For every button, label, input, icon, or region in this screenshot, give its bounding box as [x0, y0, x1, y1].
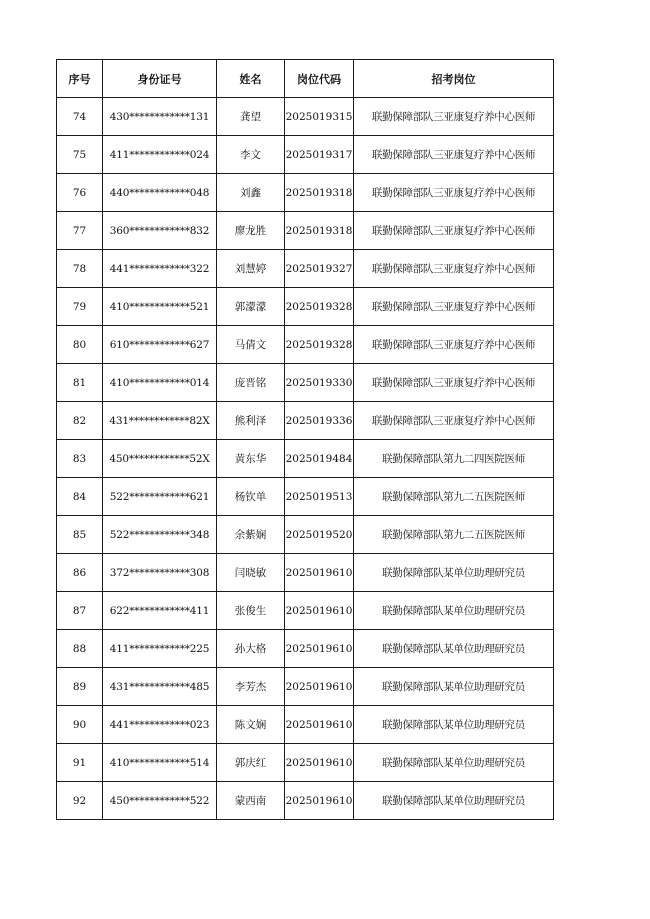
- cell-name: 庞晋铭: [217, 364, 285, 402]
- cell-post: 联勤保障部队三亚康复疗养中心医师: [354, 250, 554, 288]
- table-body: [57, 98, 554, 820]
- table-row: [57, 326, 554, 364]
- table-row: [57, 706, 554, 744]
- cell-post: 联勤保障部队三亚康复疗养中心医师: [354, 212, 554, 250]
- cell-post: 联勤保障部队第九二四医院医师: [354, 440, 554, 478]
- cell-post-code: 2025019610: [285, 592, 354, 630]
- cell-id-number: 622************411: [103, 592, 217, 630]
- cell-name: 闫晓敏: [217, 554, 285, 592]
- cell-name: 刘鑫: [217, 174, 285, 212]
- cell-post-code: 2025019315: [285, 98, 354, 136]
- roster-table: [56, 59, 554, 820]
- cell-name: 刘慧婷: [217, 250, 285, 288]
- cell-post-code: 2025019328: [285, 326, 354, 364]
- cell-post: 联勤保障部队某单位助理研究员: [354, 668, 554, 706]
- cell-seq: 86: [57, 554, 103, 592]
- cell-post: 联勤保障部队某单位助理研究员: [354, 630, 554, 668]
- cell-id-number: 372************308: [103, 554, 217, 592]
- cell-name: 李芳杰: [217, 668, 285, 706]
- cell-post-code: 2025019610: [285, 554, 354, 592]
- cell-post: 联勤保障部队三亚康复疗养中心医师: [354, 288, 554, 326]
- table-row: [57, 250, 554, 288]
- cell-post-code: 2025019330: [285, 364, 354, 402]
- table-row: [57, 364, 554, 402]
- cell-seq: 89: [57, 668, 103, 706]
- cell-seq: 90: [57, 706, 103, 744]
- cell-post-code: 2025019610: [285, 630, 354, 668]
- header-post: 招考岗位: [354, 60, 554, 98]
- cell-name: 杨钦单: [217, 478, 285, 516]
- cell-seq: 88: [57, 630, 103, 668]
- cell-seq: 91: [57, 744, 103, 782]
- cell-name: 黄东华: [217, 440, 285, 478]
- cell-seq: 85: [57, 516, 103, 554]
- cell-post: 联勤保障部队某单位助理研究员: [354, 706, 554, 744]
- cell-id-number: 440************048: [103, 174, 217, 212]
- cell-name: 郭庆红: [217, 744, 285, 782]
- header-id-number: 身份证号: [103, 60, 217, 98]
- cell-post-code: 2025019318: [285, 174, 354, 212]
- cell-name: 蒙西南: [217, 782, 285, 820]
- cell-name: 张俊生: [217, 592, 285, 630]
- cell-id-number: 431************485: [103, 668, 217, 706]
- cell-id-number: 441************322: [103, 250, 217, 288]
- cell-id-number: 410************514: [103, 744, 217, 782]
- table-row: [57, 174, 554, 212]
- cell-name: 马倩文: [217, 326, 285, 364]
- header-row: [57, 60, 554, 98]
- cell-id-number: 450************522: [103, 782, 217, 820]
- cell-post-code: 2025019327: [285, 250, 354, 288]
- cell-seq: 83: [57, 440, 103, 478]
- table-row: [57, 744, 554, 782]
- cell-id-number: 610************627: [103, 326, 217, 364]
- cell-post-code: 2025019520: [285, 516, 354, 554]
- cell-post-code: 2025019328: [285, 288, 354, 326]
- table-row: [57, 554, 554, 592]
- header-post-code: 岗位代码: [285, 60, 354, 98]
- header-seq: 序号: [57, 60, 103, 98]
- cell-id-number: 411************024: [103, 136, 217, 174]
- cell-post: 联勤保障部队三亚康复疗养中心医师: [354, 364, 554, 402]
- cell-post-code: 2025019610: [285, 706, 354, 744]
- cell-post: 联勤保障部队三亚康复疗养中心医师: [354, 174, 554, 212]
- cell-name: 熊利泽: [217, 402, 285, 440]
- cell-name: 廖龙胜: [217, 212, 285, 250]
- table-row: [57, 440, 554, 478]
- cell-name: 郭濛濛: [217, 288, 285, 326]
- cell-seq: 75: [57, 136, 103, 174]
- cell-seq: 76: [57, 174, 103, 212]
- table-row: [57, 782, 554, 820]
- cell-seq: 79: [57, 288, 103, 326]
- table-row: [57, 592, 554, 630]
- cell-post: 联勤保障部队三亚康复疗养中心医师: [354, 136, 554, 174]
- table-row: [57, 288, 554, 326]
- table-row: [57, 516, 554, 554]
- cell-id-number: 450************52X: [103, 440, 217, 478]
- cell-id-number: 411************225: [103, 630, 217, 668]
- cell-post: 联勤保障部队三亚康复疗养中心医师: [354, 402, 554, 440]
- cell-post: 联勤保障部队三亚康复疗养中心医师: [354, 326, 554, 364]
- cell-post-code: 2025019317: [285, 136, 354, 174]
- cell-seq: 92: [57, 782, 103, 820]
- table-row: [57, 212, 554, 250]
- table-row: [57, 136, 554, 174]
- cell-name: 龚望: [217, 98, 285, 136]
- document-page: [56, 59, 553, 820]
- header-name: 姓名: [217, 60, 285, 98]
- cell-post-code: 2025019484: [285, 440, 354, 478]
- cell-post: 联勤保障部队第九二五医院医师: [354, 478, 554, 516]
- cell-post: 联勤保障部队三亚康复疗养中心医师: [354, 98, 554, 136]
- cell-post-code: 2025019513: [285, 478, 354, 516]
- cell-post-code: 2025019610: [285, 668, 354, 706]
- cell-id-number: 360************832: [103, 212, 217, 250]
- cell-id-number: 410************521: [103, 288, 217, 326]
- cell-post-code: 2025019610: [285, 782, 354, 820]
- cell-id-number: 431************82X: [103, 402, 217, 440]
- table-row: [57, 630, 554, 668]
- cell-seq: 80: [57, 326, 103, 364]
- table-row: [57, 478, 554, 516]
- cell-post: 联勤保障部队某单位助理研究员: [354, 554, 554, 592]
- cell-seq: 77: [57, 212, 103, 250]
- table-row: [57, 402, 554, 440]
- cell-name: 李文: [217, 136, 285, 174]
- cell-post-code: 2025019610: [285, 744, 354, 782]
- table-row: [57, 98, 554, 136]
- cell-seq: 78: [57, 250, 103, 288]
- cell-id-number: 410************014: [103, 364, 217, 402]
- cell-name: 孙大格: [217, 630, 285, 668]
- cell-post: 联勤保障部队某单位助理研究员: [354, 592, 554, 630]
- cell-post: 联勤保障部队第九二五医院医师: [354, 516, 554, 554]
- cell-id-number: 430************131: [103, 98, 217, 136]
- cell-post-code: 2025019336: [285, 402, 354, 440]
- cell-post: 联勤保障部队某单位助理研究员: [354, 744, 554, 782]
- cell-seq: 84: [57, 478, 103, 516]
- cell-seq: 81: [57, 364, 103, 402]
- cell-id-number: 441************023: [103, 706, 217, 744]
- cell-seq: 74: [57, 98, 103, 136]
- cell-id-number: 522************621: [103, 478, 217, 516]
- cell-post-code: 2025019318: [285, 212, 354, 250]
- cell-id-number: 522************348: [103, 516, 217, 554]
- cell-seq: 82: [57, 402, 103, 440]
- cell-name: 余紫娴: [217, 516, 285, 554]
- table-row: [57, 668, 554, 706]
- cell-post: 联勤保障部队某单位助理研究员: [354, 782, 554, 820]
- cell-name: 陈文娴: [217, 706, 285, 744]
- cell-seq: 87: [57, 592, 103, 630]
